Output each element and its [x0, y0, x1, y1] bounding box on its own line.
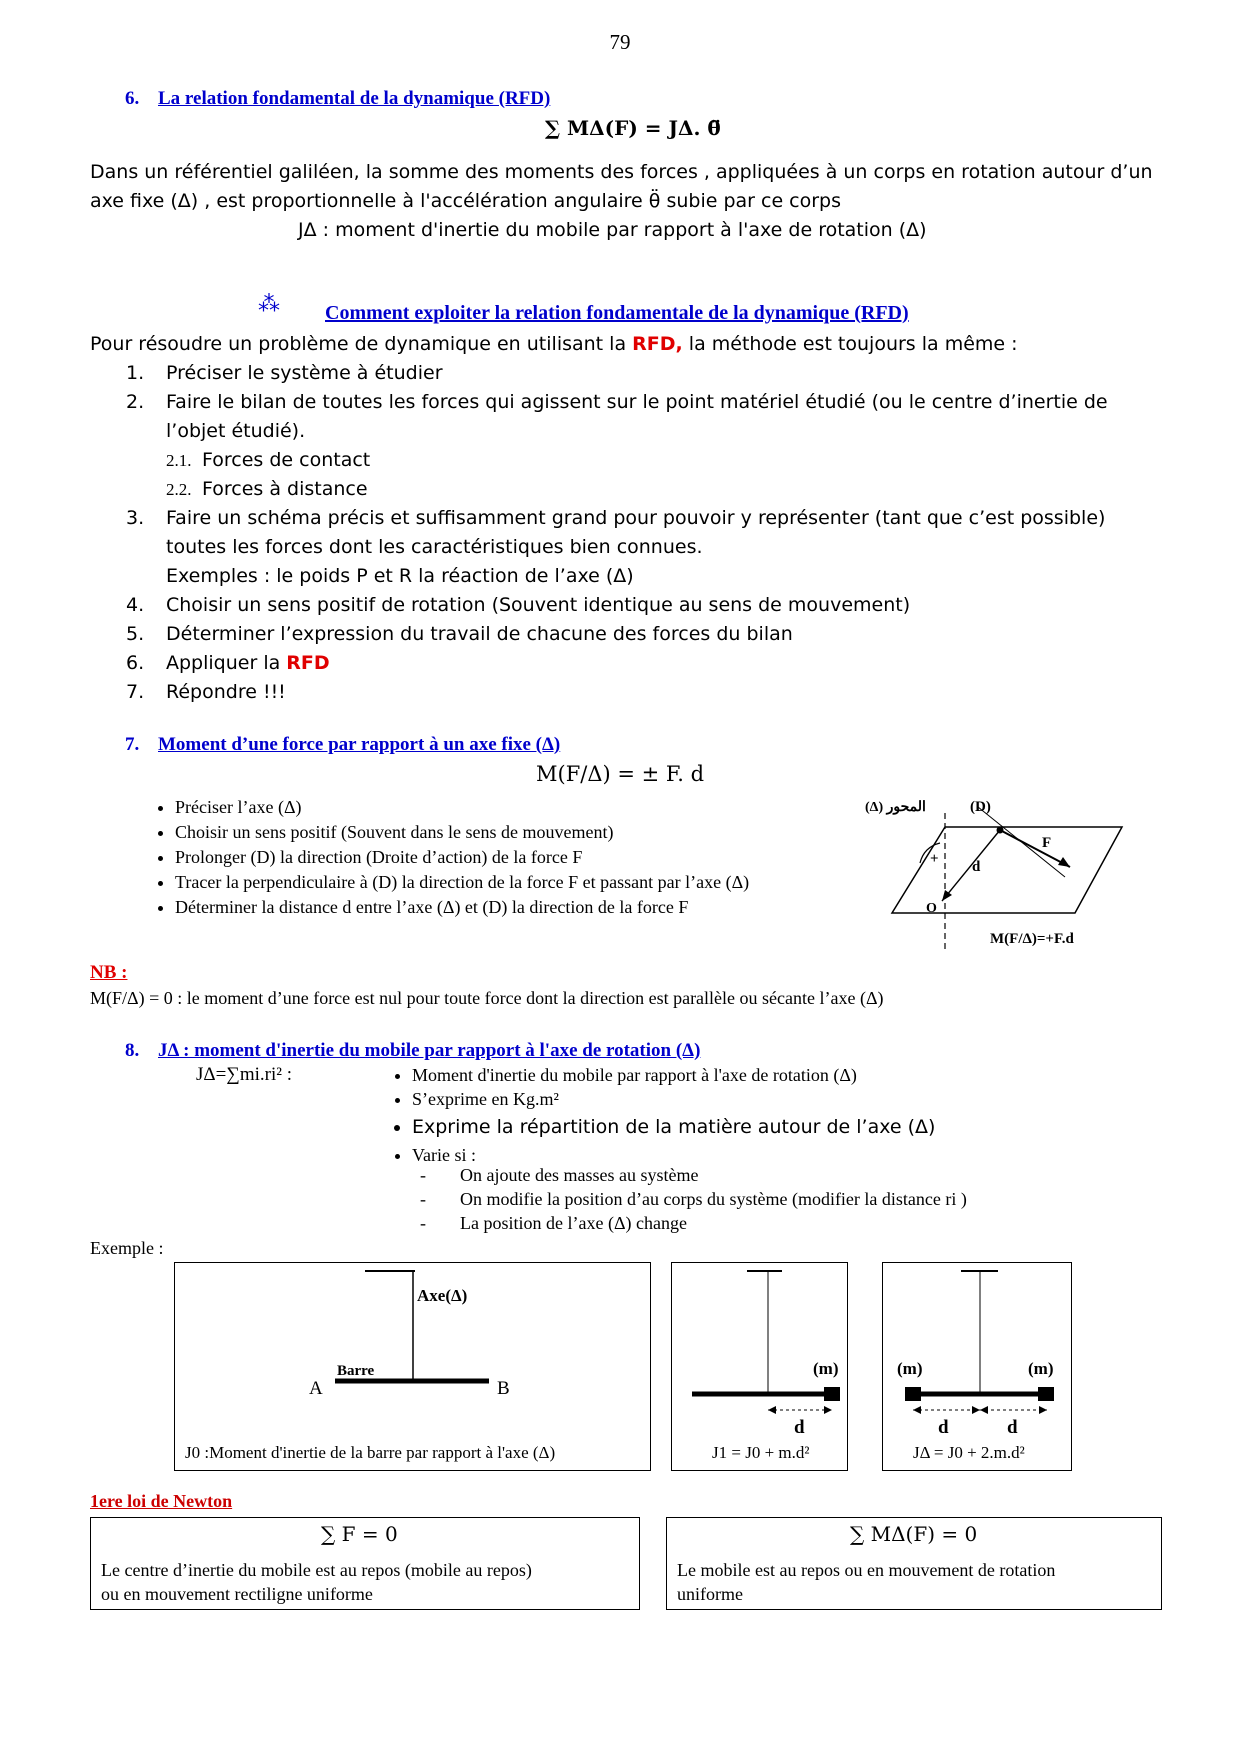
- step-item: 6. Appliquer la RFD: [126, 652, 330, 674]
- newton-right-text-2: uniforme: [677, 1584, 743, 1604]
- section-8-heading: [125, 1040, 700, 1062]
- method-intro-rfd: RFD,: [632, 333, 683, 355]
- barre-label: Barre: [337, 1363, 375, 1379]
- distance-label: d: [794, 1417, 805, 1438]
- point-a-label: A: [309, 1378, 323, 1399]
- mass-diagram-1: [672, 1263, 847, 1438]
- distance-label: d: [972, 859, 981, 875]
- step-item: l’objet étudié).: [166, 420, 306, 442]
- inertia-bullets: [360, 1063, 935, 1167]
- rfd-formula: ∑ MΔ(F) = JΔ. θ̈: [545, 116, 721, 140]
- distance-line: [942, 830, 1000, 901]
- newton-right-text-1: Le mobile est au repos ou en mouvement de rotation: [677, 1560, 1056, 1580]
- list-item: • Préciser l’axe (Δ): [175, 795, 749, 820]
- newton-left-box: [90, 1517, 640, 1610]
- mass-diagram-2: [883, 1263, 1071, 1438]
- box-3-caption: JΔ = J0 + 2.m.d²: [913, 1443, 1025, 1462]
- step-item: 4. Choisir un sens positif de rotation (Souvent identique au sens de mouvement): [126, 594, 911, 616]
- list-item: - On ajoute des masses au système: [420, 1165, 699, 1185]
- step-item: 3. Faire un schéma précis et suffisamment grand pour pouvoir y représenter (tant que c’est possible): [126, 507, 1106, 529]
- section-8-number: 8.: [125, 1040, 140, 1061]
- method-title: Comment exploiter la relation fondamentale de la dynamique (RFD): [325, 302, 909, 324]
- list-item: - On modifie la position d’au corps du système (modifier la distance ri ): [420, 1189, 967, 1209]
- mass-label-right: (m): [1028, 1359, 1054, 1378]
- distance-label-left: d: [938, 1417, 949, 1438]
- list-item: • Varie si :: [412, 1143, 935, 1167]
- point-b-label: B: [497, 1378, 510, 1399]
- step-item: 2. Faire le bilan de toutes les forces qui agissent sur le point matériel étudié (ou le centre d’inertie de: [126, 391, 1108, 413]
- example-box-3: [882, 1262, 1072, 1471]
- nb-text: M(F/Δ) = 0 : le moment d’une force est nul pour toute force dont la direction est parallèle ou sécante l’axe (Δ): [90, 988, 884, 1008]
- method-intro-a: Pour résoudre un problème de dynamique en utilisant la: [90, 333, 633, 355]
- mass-label: (m): [813, 1359, 839, 1378]
- step-item: 5. Déterminer l’expression du travail de chacune des forces du bilan: [126, 623, 793, 645]
- step-item: 1. Préciser le système à étudier: [126, 362, 443, 384]
- section-8-title: JΔ : moment d'inertie du mobile par rapport à l'axe de rotation (Δ): [158, 1040, 701, 1061]
- d-line-label: (D): [970, 799, 991, 815]
- section-6-heading: [125, 88, 550, 110]
- moment-figure: [860, 795, 1160, 955]
- method-steps: [126, 359, 1176, 707]
- figure-caption: M(F/Δ)=+F.d: [990, 931, 1074, 947]
- newton-title: 1ere loi de Newton: [90, 1491, 233, 1511]
- example-label: Exemple :: [90, 1238, 164, 1258]
- moment-bullets: [120, 795, 749, 920]
- moment-formula: M(F/Δ) = ± F. d: [536, 762, 705, 786]
- newton-left-text-1: Le centre d’inertie du mobile est au repos (mobile au repos): [101, 1560, 532, 1580]
- force-label: F: [1042, 835, 1052, 851]
- axe-label: Axe(Δ): [417, 1286, 468, 1305]
- axis-label: (Δ) المحور: [865, 800, 926, 815]
- force-arrow: [1000, 830, 1070, 867]
- box-1-caption: J0 :Moment d'inertie de la barre par rapport à l'axe (Δ): [185, 1443, 556, 1462]
- section-7-heading: [125, 734, 560, 756]
- section-6-number: 6.: [125, 88, 140, 109]
- list-item: • Tracer la perpendiculaire à (D) la direction de la force F et passant par l’axe (Δ): [175, 870, 749, 895]
- list-item: • Prolonger (D) la direction (Droite d’action) de la force F: [175, 845, 749, 870]
- example-box-2: [671, 1262, 848, 1471]
- step-item: 7. Répondre !!!: [126, 681, 286, 703]
- barre-diagram: [175, 1263, 650, 1433]
- star-icon: ⁂: [258, 291, 280, 316]
- inertia-sub-list: [420, 1163, 967, 1235]
- step-item: 2.1. Forces de contact: [166, 449, 371, 471]
- newton-right-box: [666, 1517, 1162, 1610]
- origin-label: O: [926, 901, 937, 916]
- nb-label: NB :: [90, 962, 128, 983]
- section-7-title: Moment d’une force par rapport à un axe fixe (Δ): [158, 734, 561, 755]
- rfd-text-line-3: JΔ : moment d'inertie du mobile par rapport à l'axe de rotation (Δ): [298, 219, 927, 241]
- list-item: • S’exprime en Kg.m²: [412, 1087, 935, 1111]
- method-intro-b: la méthode est toujours la même :: [682, 333, 1018, 355]
- plus-label: +: [930, 851, 939, 867]
- rfd-text-line-2: axe fixe (Δ) , est proportionnelle à l'accélération angulaire θ̈ subie par ce corps: [90, 190, 842, 212]
- mass-label-left: (m): [897, 1359, 923, 1378]
- list-item: • Déterminer la distance d entre l’axe (Δ) et (D) la direction de la force F: [175, 895, 749, 920]
- rfd-label: RFD: [286, 652, 330, 674]
- distance-label-right: d: [1007, 1417, 1018, 1438]
- rfd-text-line-1: Dans un référentiel galiléen, la somme des moments des forces , appliquées à un corps en rotation autour d’un: [90, 161, 1153, 183]
- step-item: toutes les forces dont les caractéristiques bien connues.: [166, 536, 703, 558]
- newton-right-formula: ∑ MΔ(F) = 0: [850, 1522, 978, 1546]
- newton-left-text-2: ou en mouvement rectiligne uniforme: [101, 1584, 373, 1604]
- list-item: - La position de l’axe (Δ) change: [420, 1213, 687, 1233]
- method-intro: [90, 330, 1018, 359]
- page-number: 79: [609, 30, 631, 54]
- box-2-caption: J1 = J0 + m.d²: [712, 1443, 810, 1462]
- step-item: 2.2. Forces à distance: [166, 478, 368, 500]
- list-item: • Choisir un sens positif (Souvent dans le sens de mouvement): [175, 820, 749, 845]
- step-item: Exemples : le poids P et R la réaction de l’axe (Δ): [166, 565, 634, 587]
- list-item: • Exprime la répartition de la matière autour de l’axe (Δ): [412, 1111, 935, 1143]
- example-box-1: [174, 1262, 651, 1471]
- inertia-formula: JΔ=∑mi.ri² :: [196, 1064, 293, 1085]
- newton-left-formula: ∑ F = 0: [321, 1522, 398, 1546]
- section-7-number: 7.: [125, 734, 140, 755]
- list-item: • Moment d'inertie du mobile par rapport à l'axe de rotation (Δ): [412, 1063, 935, 1087]
- section-6-title: La relation fondamental de la dynamique (RFD): [158, 88, 551, 109]
